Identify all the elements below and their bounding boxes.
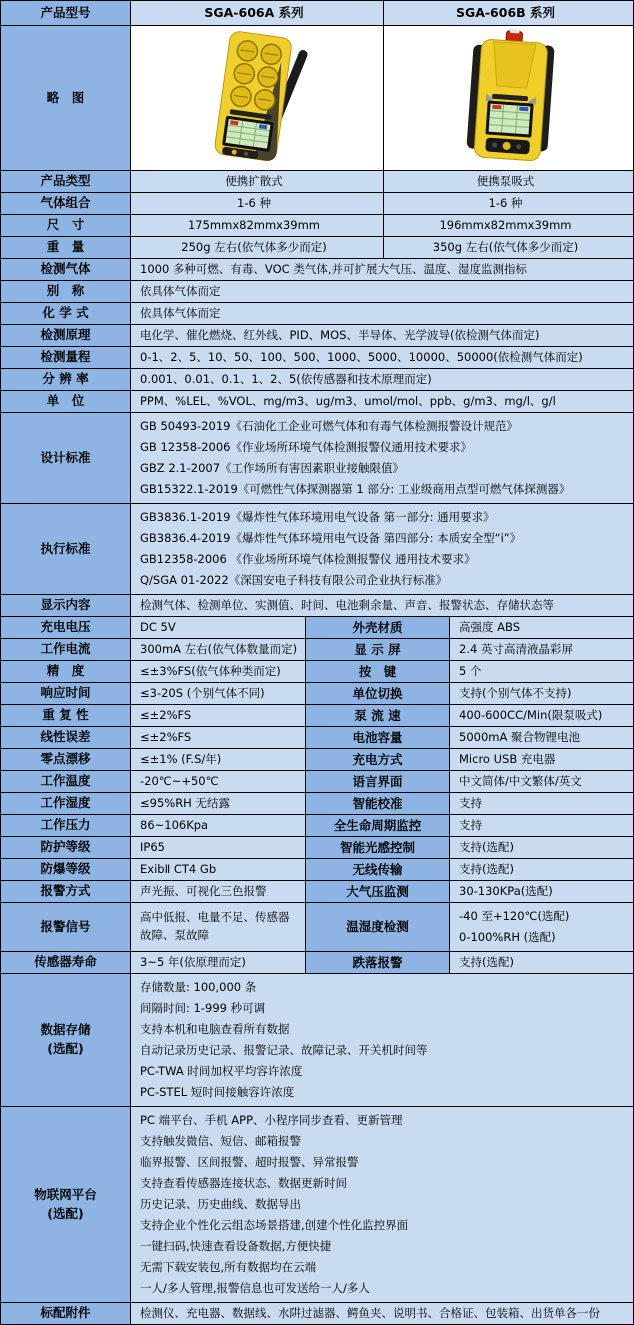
pump-detector-image bbox=[420, 29, 600, 167]
row-value: 0.001、0.01、0.1、1、2、5(依传感器和技术原理而定) bbox=[131, 369, 633, 390]
spec-row-display-content bbox=[1, 595, 633, 617]
row-label: 零点漂移 bbox=[1, 749, 131, 770]
iot-line: 支持触发微信、短信、邮箱报警 bbox=[140, 1134, 301, 1148]
standard-line: GB12358-2006 《作业场所环境气体检测报警仪 通用技术要求》 bbox=[140, 552, 476, 566]
row-label-line: (选配) bbox=[47, 1041, 84, 1056]
row-label: 工作压力 bbox=[1, 815, 131, 836]
row-label-2: 智能校准 bbox=[306, 793, 450, 814]
row-label-2: 全生命周期监控 bbox=[306, 815, 450, 836]
row-label-2: 无线传输 bbox=[306, 859, 450, 880]
iot-line: 一人/多人管理,报警信息也可发送给一人/多人 bbox=[140, 1281, 370, 1295]
value-right: 30-130KPa(选配) bbox=[450, 881, 633, 902]
spec-row-detection-range bbox=[1, 347, 633, 369]
row-label: 检测量程 bbox=[1, 347, 131, 368]
value-right: 400-600CC/Min(限泵吸式) bbox=[450, 705, 633, 726]
row-label-2: 大气压监测 bbox=[306, 881, 450, 902]
row-label-2: 按 键 bbox=[306, 661, 450, 682]
row-label: 重 复 性 bbox=[1, 705, 131, 726]
spec-row-accessories bbox=[1, 1303, 633, 1325]
spec-row-design-standard bbox=[1, 413, 633, 504]
header-col-label: 产品型号 bbox=[1, 1, 131, 25]
value-b: 便携泵吸式 bbox=[384, 171, 633, 192]
value-left: 声光振、可视化三色报警 bbox=[131, 881, 306, 902]
row-label: 别 称 bbox=[1, 281, 131, 302]
spec-row-working-temperature bbox=[1, 771, 633, 793]
value-right: 5000mA 聚合物锂电池 bbox=[450, 727, 633, 748]
iot-line: 历史记录、历史曲线、数据导出 bbox=[140, 1197, 301, 1211]
exec-standard-lines bbox=[131, 504, 633, 594]
value-left: DC 5V bbox=[131, 617, 306, 638]
iot-line: 支持查看传感器连接状态、数据更新时间 bbox=[140, 1176, 347, 1190]
value-right: Micro USB 充电器 bbox=[450, 749, 633, 770]
value-right bbox=[450, 903, 633, 951]
spec-row-chemical-formula bbox=[1, 303, 633, 325]
row-label-2: 语言界面 bbox=[306, 771, 450, 792]
value-right: 5 个 bbox=[450, 661, 633, 682]
value-right: 支持 bbox=[450, 793, 633, 814]
design-standard-lines bbox=[131, 413, 633, 503]
row-label bbox=[1, 1107, 131, 1302]
iot-line: PC 端平台、手机 APP、小程序同步查看、更新管理 bbox=[140, 1113, 403, 1127]
spec-row-zero-drift bbox=[1, 749, 633, 771]
iot-lines bbox=[131, 1107, 633, 1302]
iot-line: 支持企业个性化云组态场景搭建,创建个性化监控界面 bbox=[140, 1218, 409, 1232]
value-left: 86~106Kpa bbox=[131, 815, 306, 836]
value-left: 高中低报、电量不足、传感器故障、泵故障 bbox=[131, 903, 306, 951]
row-label: 传感器寿命 bbox=[1, 952, 131, 973]
row-label: 产品类型 bbox=[1, 171, 131, 192]
device-b-image-cell bbox=[384, 26, 633, 170]
spec-row-working-current bbox=[1, 639, 633, 661]
row-label-2: 智能光感控制 bbox=[306, 837, 450, 858]
row-label: 响应时间 bbox=[1, 683, 131, 704]
value-left: ≤95%RH 无结露 bbox=[131, 793, 306, 814]
row-label-2: 显 示 屏 bbox=[306, 639, 450, 660]
model-a-name: SGA-606A 系列 bbox=[131, 1, 384, 25]
standard-line: GB3836.1-2019《爆炸性气体环境用电气设备 第一部分: 通用要求》 bbox=[140, 510, 495, 524]
row-label-2: 温湿度检测 bbox=[306, 903, 450, 951]
spec-row-units bbox=[1, 391, 633, 413]
storage-line: 支持本机和电脑查看所有数据 bbox=[140, 1022, 290, 1036]
row-label-2: 外壳材质 bbox=[306, 617, 450, 638]
standard-line: GB15322.1-2019《可燃性气体探测器第 1 部分: 工业级商用点型可燃气体探测器》 bbox=[140, 482, 571, 496]
row-label: 工作湿度 bbox=[1, 793, 131, 814]
value-line: -40 至+120℃(选配) bbox=[459, 909, 570, 923]
row-value: 电化学、催化燃烧、红外线、PID、MOS、半导体、光学波导(依检测气体而定) bbox=[131, 325, 633, 346]
storage-line: 存储数量: 100,000 条 bbox=[140, 980, 257, 994]
row-label-2: 跌落报警 bbox=[306, 952, 450, 973]
row-label: 显示内容 bbox=[1, 595, 131, 616]
spec-row-product-type bbox=[1, 171, 633, 193]
spec-row-explosion-proof bbox=[1, 859, 633, 881]
row-label: 工作温度 bbox=[1, 771, 131, 792]
value-right: 支持(选配) bbox=[450, 952, 633, 973]
row-label: 尺 寸 bbox=[1, 215, 131, 236]
value-right: 支持(选配) bbox=[450, 837, 633, 858]
spec-row-exec-standard bbox=[1, 504, 633, 595]
spec-row-resolution bbox=[1, 369, 633, 391]
row-value: 检测仪、充电器、数据线、水阱过滤器、鳄鱼夹、说明书、合格证、包装箱、出货单各一份 bbox=[131, 1303, 633, 1324]
row-label-2: 充电方式 bbox=[306, 749, 450, 770]
storage-line: 间隔时间: 1-999 秒可调 bbox=[140, 1001, 266, 1015]
row-label: 标配附件 bbox=[1, 1303, 131, 1324]
spec-row-gas-combination bbox=[1, 193, 633, 215]
value-b: 1-6 种 bbox=[384, 193, 633, 214]
row-value: 1000 多种可燃、有毒、VOC 类气体,并可扩展大气压、温度、湿度监测指标 bbox=[131, 259, 633, 280]
spec-row-working-humidity bbox=[1, 793, 633, 815]
row-label-2: 电池容量 bbox=[306, 727, 450, 748]
row-label: 充电电压 bbox=[1, 617, 131, 638]
value-left: IP65 bbox=[131, 837, 306, 858]
standard-line: GB3836.4-2019《爆炸性气体环境用电气设备 第四部分: 本质安全型“i”》 bbox=[140, 531, 522, 545]
device-a-image-cell bbox=[131, 26, 384, 170]
spec-row-working-pressure bbox=[1, 815, 633, 837]
row-value: 依具体气体而定 bbox=[131, 281, 633, 302]
value-left: ExibⅡ CT4 Gb bbox=[131, 859, 306, 880]
row-label bbox=[1, 974, 131, 1106]
value-right: 中文简体/中文繁体/英文 bbox=[450, 771, 633, 792]
diffusion-detector-image bbox=[164, 29, 354, 167]
value-b: 350g 左右(依气体多少而定) bbox=[384, 237, 633, 258]
value-a: 250g 左右(依气体多少而定) bbox=[131, 237, 384, 258]
value-left: -20℃~+50℃ bbox=[131, 771, 306, 792]
standard-line: Q/SGA 01-2022《深国安电子科技有限公司企业执行标准》 bbox=[140, 573, 448, 587]
row-value: 依具体气体而定 bbox=[131, 303, 633, 324]
spec-row-detection-principle bbox=[1, 325, 633, 347]
storage-lines bbox=[131, 974, 633, 1106]
value-left: ≤±2%FS bbox=[131, 705, 306, 726]
row-label: 检测气体 bbox=[1, 259, 131, 280]
row-label: 精 度 bbox=[1, 661, 131, 682]
row-label: 线性误差 bbox=[1, 727, 131, 748]
row-label: 气体组合 bbox=[1, 193, 131, 214]
value-left: 300mA 左右(依气体数量而定) bbox=[131, 639, 306, 660]
row-label-line: 物联网平台 bbox=[34, 1186, 97, 1202]
row-value: PPM、%LEL、%VOL、mg/m3、ug/m3、umol/mol、ppb、g/m3、mg/l、g/l bbox=[131, 391, 633, 412]
row-label: 重 量 bbox=[1, 237, 131, 258]
spec-row-response-time bbox=[1, 683, 633, 705]
standard-line: GB 50493-2019《石油化工企业可燃气体和有毒气体检测报警设计规范》 bbox=[140, 419, 518, 433]
row-label: 检测原理 bbox=[1, 325, 131, 346]
value-a: 175mmx82mmx39mm bbox=[131, 215, 384, 236]
spec-row-dimensions bbox=[1, 215, 633, 237]
value-left: ≤3-20S (个别气体不同) bbox=[131, 683, 306, 704]
row-value: 0-1、2、5、10、50、100、500、1000、5000、10000、50000(依检测气体而定) bbox=[131, 347, 633, 368]
value-left: ≤±2%FS bbox=[131, 727, 306, 748]
value-line: 0-100%RH (选配) bbox=[459, 930, 556, 944]
row-label: 化 学 式 bbox=[1, 303, 131, 324]
sketch-label: 略 图 bbox=[1, 26, 131, 170]
spec-row-charge-voltage bbox=[1, 617, 633, 639]
value-right: 支持(选配) bbox=[450, 859, 633, 880]
spec-row-sensor-life bbox=[1, 952, 633, 974]
spec-row-repeatability bbox=[1, 705, 633, 727]
iot-line: 一键扫码,快速查看设备数据,方便快捷 bbox=[140, 1239, 332, 1253]
iot-line: 临界报警、区间报警、超时报警、异常报警 bbox=[140, 1155, 359, 1169]
value-left: ≤±3%FS(依气体种类而定) bbox=[131, 661, 306, 682]
value-right: 高强度 ABS bbox=[450, 617, 633, 638]
row-label-line: (选配) bbox=[47, 1205, 84, 1221]
spec-row-alarm-signal bbox=[1, 903, 633, 952]
row-label-2: 单位切换 bbox=[306, 683, 450, 704]
row-label: 防爆等级 bbox=[1, 859, 131, 880]
value-a: 1-6 种 bbox=[131, 193, 384, 214]
value-left: ≤±1% (F.S/年) bbox=[131, 749, 306, 770]
value-right: 支持(个别气体不支持) bbox=[450, 683, 633, 704]
standard-line: GBZ 2.1-2007《工作场所有害因素职业接触限值》 bbox=[140, 461, 405, 475]
row-label: 单 位 bbox=[1, 391, 131, 412]
header-row bbox=[1, 1, 633, 26]
storage-line: PC-STEL 短时间接触容许浓度 bbox=[140, 1085, 295, 1099]
row-label: 分 辨 率 bbox=[1, 369, 131, 390]
row-label: 报警信号 bbox=[1, 903, 131, 951]
row-label: 执行标准 bbox=[1, 504, 131, 594]
row-label-2: 泵 流 速 bbox=[306, 705, 450, 726]
spec-row-iot-platform bbox=[1, 1107, 633, 1303]
value-a: 便携扩散式 bbox=[131, 171, 384, 192]
value-left: 3~5 年(依原理而定) bbox=[131, 952, 306, 973]
sketch-row bbox=[1, 26, 633, 171]
spec-row-linearity-error bbox=[1, 727, 633, 749]
value-right: 2.4 英寸高清液晶彩屏 bbox=[450, 639, 633, 660]
spec-row-detected-gases bbox=[1, 259, 633, 281]
row-label: 设计标准 bbox=[1, 413, 131, 503]
spec-row-alias bbox=[1, 281, 633, 303]
row-label: 防护等级 bbox=[1, 837, 131, 858]
row-label-line: 数据存储 bbox=[40, 1022, 91, 1038]
model-b-name: SGA-606B 系列 bbox=[384, 1, 633, 25]
standard-line: GB 12358-2006《作业场所环境气体检测报警仪通用技术要求》 bbox=[140, 440, 472, 454]
row-label: 工作电流 bbox=[1, 639, 131, 660]
iot-line: 无需下载安装包,所有数据均在云端 bbox=[140, 1260, 317, 1274]
value-b: 196mmx82mmx39mm bbox=[384, 215, 633, 236]
row-label: 报警方式 bbox=[1, 881, 131, 902]
storage-line: PC-TWA 时间加权平均容许浓度 bbox=[140, 1064, 303, 1078]
row-value: 检测气体、检测单位、实测值、时间、电池剩余量、声音、报警状态、存储状态等 bbox=[131, 595, 633, 616]
spec-row-alarm-mode bbox=[1, 881, 633, 903]
spec-row-data-storage bbox=[1, 974, 633, 1107]
storage-line: 自动记录历史记录、报警记录、故障记录、开关机时间等 bbox=[140, 1043, 428, 1057]
spec-row-protection-rating bbox=[1, 837, 633, 859]
spec-row-weight bbox=[1, 237, 633, 259]
spec-row-accuracy bbox=[1, 661, 633, 683]
value-right: 支持 bbox=[450, 815, 633, 836]
